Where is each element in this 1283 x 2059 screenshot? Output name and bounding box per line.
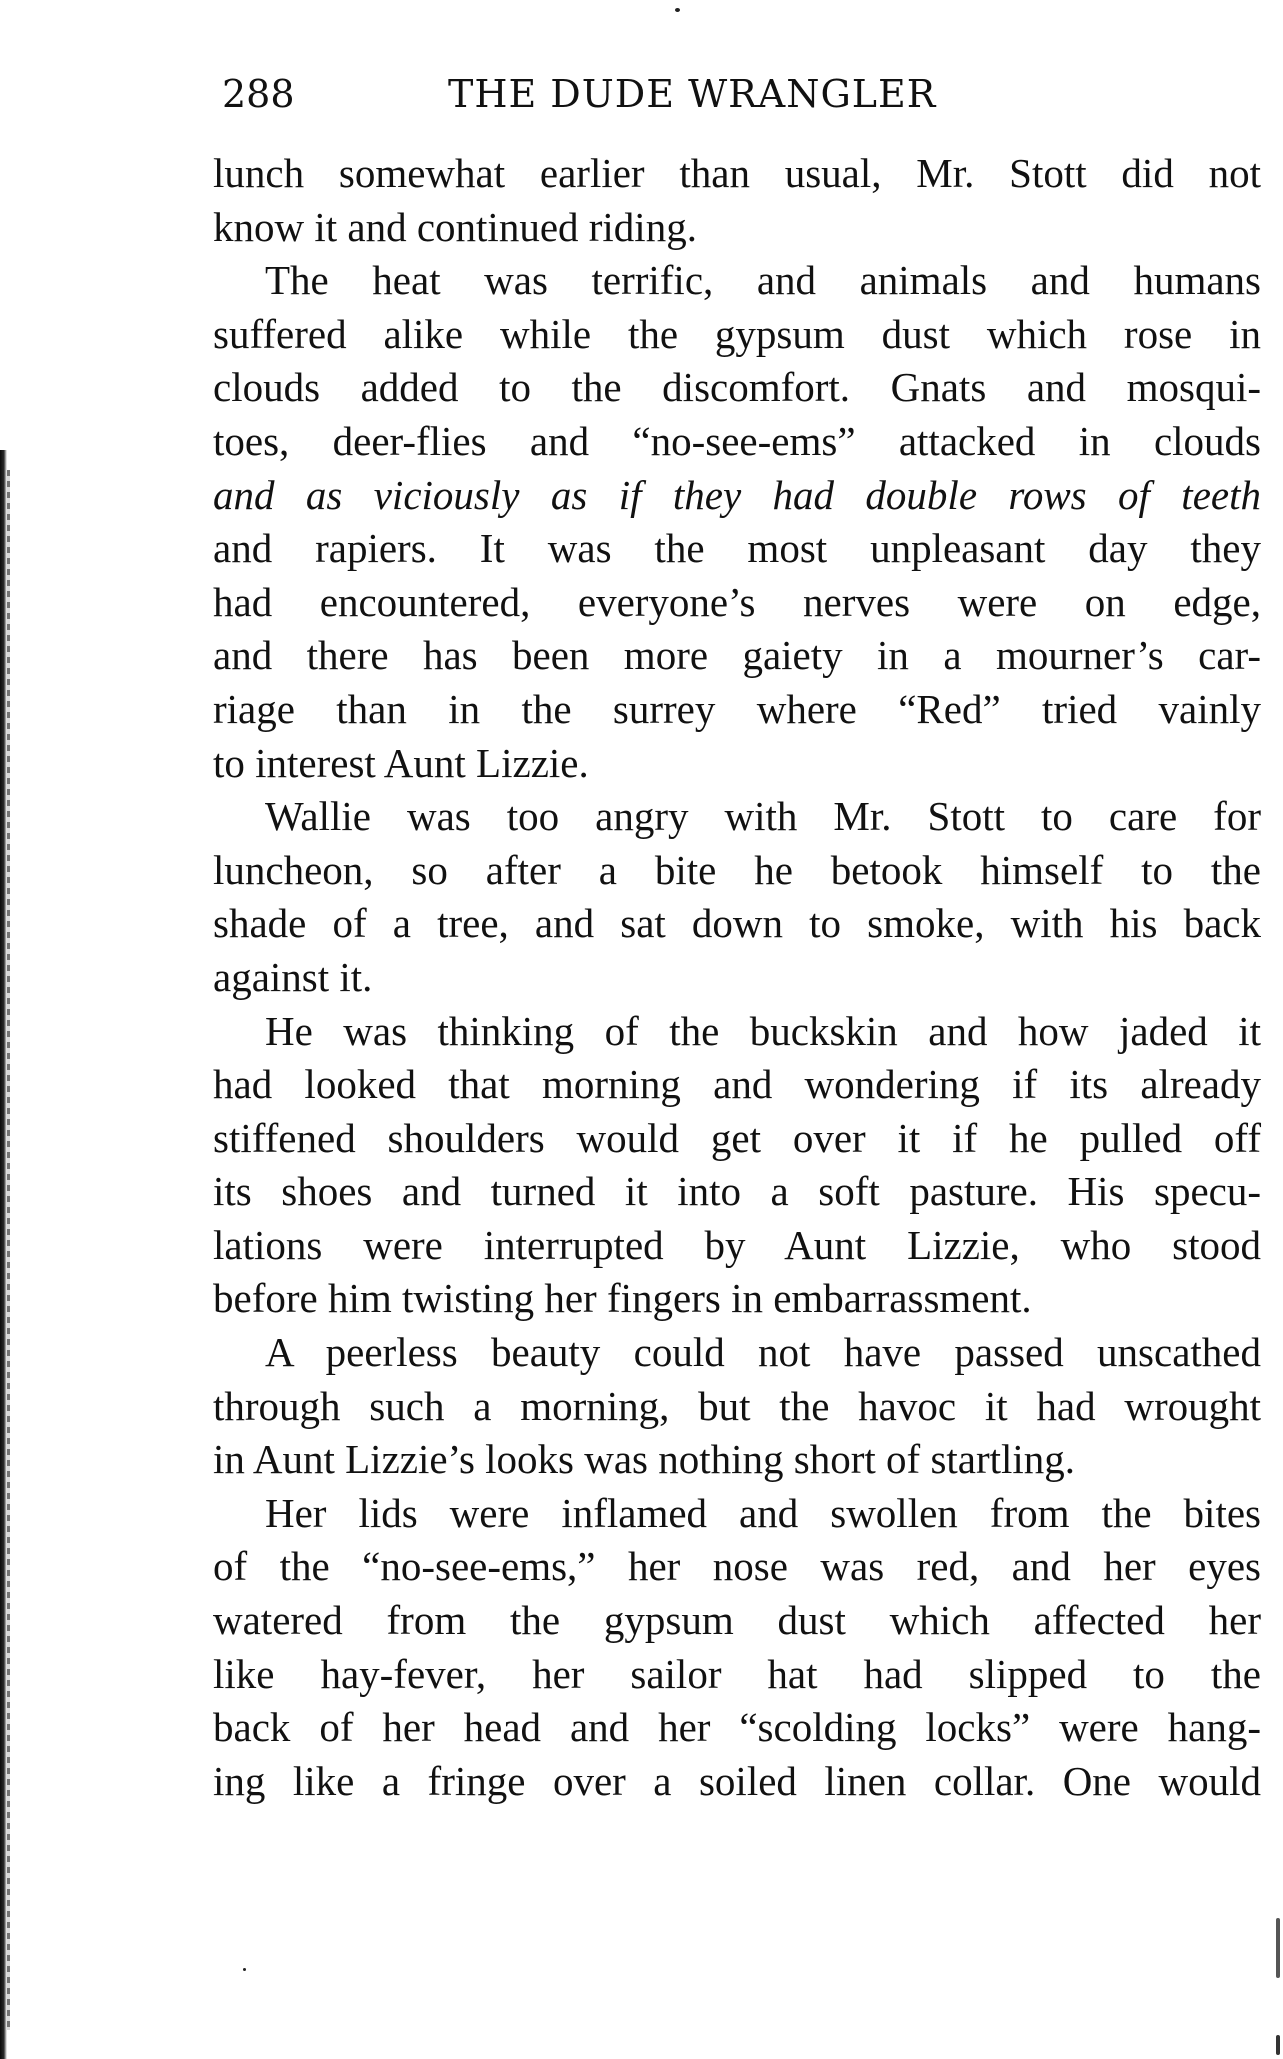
- text-line: watered from the gypsum dust which affected her: [213, 1597, 1261, 1644]
- text-line: to interest Aunt Lizzie.: [213, 739, 589, 786]
- text-line: and as viciously as if they had double rows of teeth: [213, 471, 1261, 518]
- text-line: shade of a tree, and sat down to smoke, with his back: [213, 900, 1261, 947]
- text-line: suffered alike while the gypsum dust which rose in: [213, 310, 1261, 357]
- text-line: clouds added to the discomfort. Gnats and mosqui-: [213, 364, 1261, 411]
- text-line: Wallie was too angry with Mr. Stott to care for: [265, 793, 1261, 840]
- text-line: Her lids were inflamed and swollen from the bites: [265, 1489, 1261, 1536]
- print-speck: [675, 8, 680, 12]
- binding-edge-texture: [7, 470, 10, 2030]
- text-line: back of her head and her “scolding locks” were hang-: [213, 1704, 1261, 1751]
- text-line: The heat was terrific, and animals and humans: [265, 257, 1261, 304]
- text-line: lunch somewhat earlier than usual, Mr. Stott did not: [213, 150, 1261, 196]
- text-line: and there has been more gaiety in a mourner’s car-: [213, 632, 1261, 679]
- print-speck: [1276, 2035, 1280, 2055]
- text-line: He was thinking of the buckskin and how jaded it: [265, 1007, 1261, 1054]
- page-number: 288: [222, 72, 295, 116]
- text-line: had encountered, everyone’s nerves were on edge,: [213, 578, 1261, 625]
- running-header: [222, 66, 1262, 122]
- text-line: A peerless beauty could not have passed unscathed: [265, 1329, 1261, 1376]
- text-line: ing like a fringe over a soiled linen collar. One would: [213, 1757, 1261, 1804]
- text-line: riage than in the surrey where “Red” tried vainly: [213, 685, 1261, 732]
- print-speck: [243, 1968, 246, 1971]
- text-line: toes, deer-flies and “no-see-ems” attacked in clouds: [213, 417, 1261, 464]
- text-line: its shoes and turned it into a soft pasture. His specu-: [213, 1168, 1261, 1215]
- text-line: against it.: [213, 953, 373, 1000]
- text-line: had looked that morning and wondering if its already: [213, 1061, 1261, 1108]
- text-line: and rapiers. It was the most unpleasant day they: [213, 525, 1261, 572]
- text-line: know it and continued riding.: [213, 203, 697, 250]
- text-line: stiffened shoulders would get over it if he pulled off: [213, 1114, 1261, 1161]
- text-line: lations were interrupted by Aunt Lizzie, who stood: [213, 1221, 1261, 1268]
- text-line: of the “no-see-ems,” her nose was red, and her eyes: [213, 1543, 1261, 1590]
- text-line: through such a morning, but the havoc it had wrought: [213, 1382, 1261, 1429]
- text-line: in Aunt Lizzie’s looks was nothing short of startling.: [213, 1436, 1076, 1483]
- text-line: before him twisting her fingers in embarrassment.: [213, 1275, 1032, 1322]
- body-text: [213, 147, 1261, 1808]
- binding-shadow: [0, 450, 7, 2059]
- print-speck: [1276, 1918, 1280, 1978]
- book-title: THE DUDE WRANGLER: [448, 72, 937, 116]
- text-line: luncheon, so after a bite he betook himself to the: [213, 846, 1261, 893]
- text-line: like hay-fever, her sailor hat had slipped to the: [213, 1650, 1261, 1697]
